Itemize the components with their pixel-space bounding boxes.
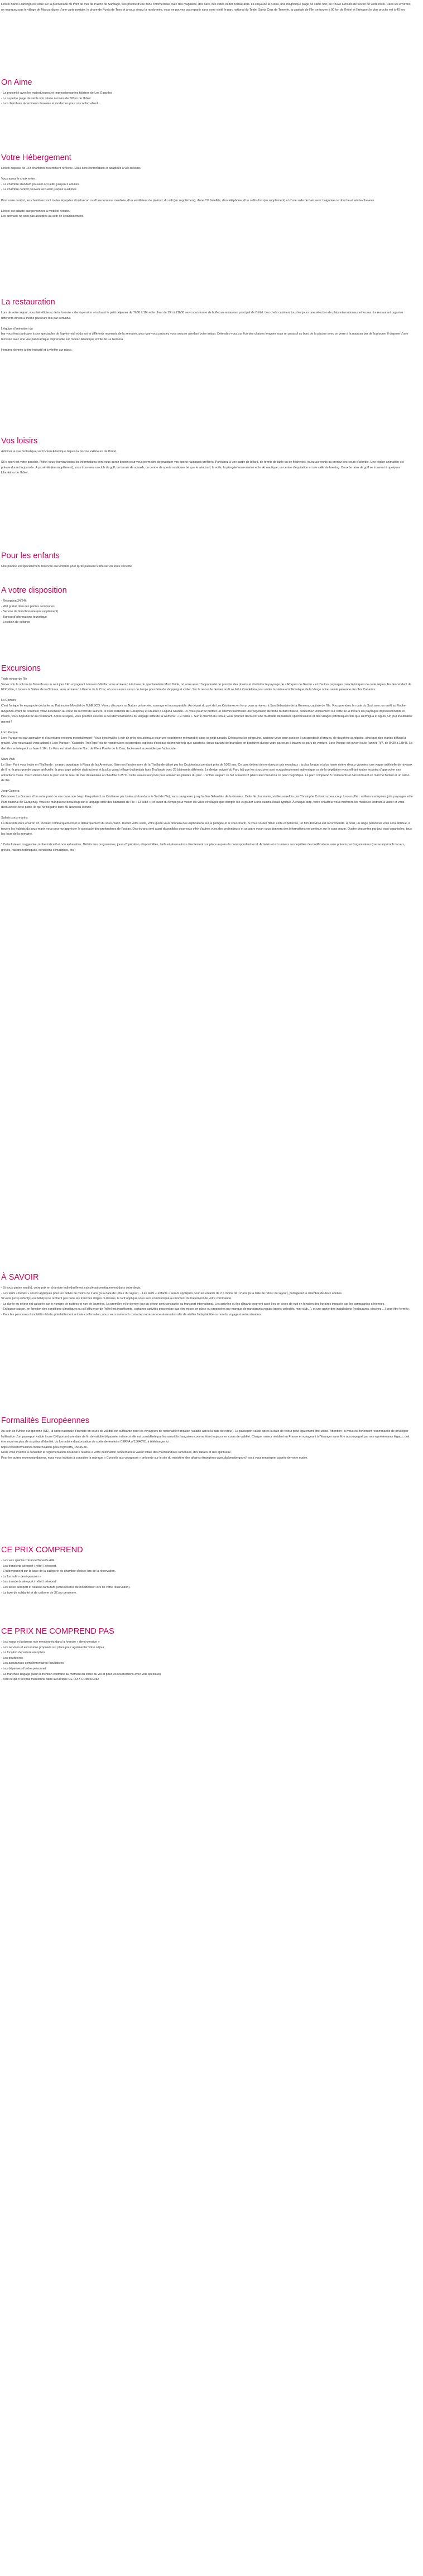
excursion-text: Loro Parque est par animalier et d'aventures reconnu mondialement ! Vous êtes invités à voir de près des animaux pour une expérience mémorable dans ce petit paradis. Découvrez les pingouins, assistez-vous pour assister à un spectacle d'orques, de dauphins acrobates, ainsi que des otaries défiant la gravité. Une nouveauté vous attend à Loro Parque : "Katandra TreeTops" où de nombreuses et superbes espèces d'oiseaux du monde tels que cacatoès, émus sautant de branches en branches durant votre parcours à travers ce parc de verdure. Loro Parque est ouvert toute l'année 7j/7, de 8h30 à 18h45. La dernière entrée peut se faire à 16h. Le Parc est situé dans le Nord de l'île à Puerto de la Cruz, facilement accessible par l'autoroute. bbox=[1, 736, 413, 750]
excursion-text: La descente dure environ 1h, incluant l'embarquement et le débarquement du sous-marin. Durant votre visite, votre guide vous donnera des explications sur la plongée et le sous-marin. Si vous voulez filmer cette expérience, un film 400 ASA est recommandé. À bord, un siège personnel vous sera attribué, à travers les hublots du sous-marin vous pourrez apprécier le spectacle des profondeurs de l'océan. Des écrans sont aussi disponibles pour vous offrir d'autres vues des profondeurs et un autre écran vous donnera des informations en continue sur le sous-marin. Quatre descentes par jour sont organisées, tous les jours de la semaine. bbox=[1, 822, 412, 836]
excursions-title: Excursions bbox=[1, 664, 41, 673]
excursion-name: Teide et tour de l'île bbox=[1, 677, 27, 681]
list-item: - La proximité avec les majestueuses et impressionnantes falaises de Los Gigantes bbox=[1, 91, 112, 95]
excursions-section bbox=[1, 664, 413, 854]
ne-comprend-title: CE PRIX NE COMPREND PAS bbox=[1, 1627, 114, 1636]
on-aime-list bbox=[1, 91, 413, 107]
list-item: - Les assurances complémentaires facultatives bbox=[1, 1662, 64, 1665]
intro-text: L'hôtel Bahia Flamingo est situé sur la promenade du front de mer de Puerto de Santiago, très proche d'une zone commerciale avec des magasins, des bars, des cafés et des restaurants. La Playa de la Arena, une magnifique plage de sable noir, se trouve à moins de 500 m de votre hôtel. Dans les environs, ne manquez pas le village de Masca, digne d'une carte postale, le phare de Punta de Teno et à vous aimez la randonnée, vous ne pouvez pas repartir sans avoir visité le parc national du Teide. Santa Cruz de Tenerife, la capitale de l'île, se trouve à 90 km de l'hôtel et l'aéroport le plus proche est à 40 km. bbox=[1, 3, 412, 12]
list-item: - La franchise bagage (sauf si mention contraire au moment du choix du vol et pour les réservations avec vols spéciaux) bbox=[1, 1672, 161, 1676]
excursion-text: Venez voir le volcan de Tenerife en un seul jour ! En voyageant à travers Vilaflor, vous arriverez à la base du spectaculaire Mont Teide, où vous aurez l'opportunité de prendre des photos et d'admirer le paysage de « Roques de García » et d'autres paysages caractéristiques de cette région. En descendant de El Portillo, à travers la Vallée de la Orotava, vous arriverez à Puerto de la Cruz, où vous aurez assez de temps pour faire du shopping et visiter. Sur le retour, le dernier arrêt se fait à Candelaria pour visiter la statue emblématique de la Vierge noire, sainte patronne des îles Canaries. bbox=[1, 682, 412, 692]
list-item: - Les taxes aéroport et hausse carburant (sous réserve de modification lors de votre réservation). bbox=[1, 1585, 131, 1589]
comprend-list bbox=[1, 1558, 413, 1596]
comprend-section bbox=[1, 1546, 413, 1596]
list-item: - Wifi gratuit dans les parties communes bbox=[1, 604, 55, 608]
ne-comprend-section bbox=[1, 1627, 413, 1683]
list-item: - Les chambres récemment rénovées et modernes pour un confort absolu bbox=[1, 102, 99, 106]
list-item: - Les dépenses d'ordre personnel bbox=[1, 1667, 46, 1670]
list-item: - La durée du séjour est calculée sur le nombre de nuitées et non de journées. La première et le dernier jour du séjour sont consacrés au transport international. Les arrivées ou les départs pourront avoir lieu en cours de nuit en fonction des horaires imposés par les compagnies aériennes. bbox=[1, 1302, 385, 1306]
list-item: - La location de voiture en option bbox=[1, 1651, 45, 1655]
excursion-name: Jeep Gomera bbox=[1, 790, 20, 793]
hebergement-p3: Pour votre confort, les chambres sont toutes équipées d'un balcon ou d'une terrasse meublée, d'un ventilateur de plafond, du wifi (en supplément), d'une TV Satellite, d'un téléphone, d'un coffre-fort (en supplément) et d'une salle de bain avec baignoire ou douche et sèche-cheveux. bbox=[1, 198, 375, 202]
list-item: - Réception 24/24h bbox=[1, 599, 27, 603]
ne-comprend-list bbox=[1, 1640, 413, 1683]
hebergement-section bbox=[1, 153, 413, 220]
excursions-note: * Cette liste est suggestive, à titre indicatif et non exhaustive. Détails des programmes, jours d'opération, disponibilités, tarifs et réservations directement sur place auprès du correspondant local. Activités et excursions susceptibles de modifications sans préavis par l'organisateur (cause impératifs locaux, grèves, raisons techniques, conditions climatiques, etc.) bbox=[1, 843, 405, 852]
formalites-p2: Nous vous invitons à consulter la réglementation douanière relative à votre destination concernant la valeur totale des marchandises ramenées, des tabacs et des spiritueux. bbox=[1, 1451, 232, 1455]
disposition-list bbox=[1, 599, 413, 626]
comprend-title: CE PRIX COMPREND bbox=[1, 1546, 83, 1555]
loisirs-title: Vos loisirs bbox=[1, 437, 38, 446]
restauration-section bbox=[1, 298, 413, 354]
list-item: - La superbe plage de sable noir située à moins de 500 m de l'hôtel bbox=[1, 96, 91, 100]
list-item: - La taxe de solidarité et de carbone de 3€ par personne. bbox=[1, 1591, 77, 1595]
hebergement-p2: Vous aurez le choix entre : - La chambre standard pouvant accueillir jusqu'à 2 adultes. - La chambre confort pouvant accueillir jusqu'à 3 adultes. bbox=[1, 177, 80, 192]
list-item: - Les transferts aéroport / hôtel / aéroport. bbox=[1, 1564, 57, 1568]
savoir-section bbox=[1, 1273, 413, 1318]
excursion-name: Loro Parque bbox=[1, 730, 18, 734]
hebergement-p1: L'hôtel dispose de 143 chambres récemment rénovée. Elles sont confortables et adaptées à vos besoins. bbox=[1, 167, 142, 170]
formalites-title: Formalités Européennes bbox=[1, 1416, 89, 1425]
on-aime-section bbox=[1, 78, 413, 107]
savoir-title: À SAVOIR bbox=[1, 1273, 39, 1282]
list-item: - La formule « demi-pension » bbox=[1, 1575, 41, 1578]
excursion-name: La Gomera bbox=[1, 699, 16, 703]
restauration-p1: Lors de votre séjour, vous bénéficierez de la formule « demi-pension » incluant le petit déjeuner de 7h30 à 10h et le dîner de 19h à 21h30 servi sous forme de buffet au restaurant principal de l'hôtel. Les chefs cuisinent tous les jours une sélection de plats internationaux et locaux. Le restaurant organise différents dîners à thème plusieurs fois par semaine. bbox=[1, 311, 403, 320]
savoir-list bbox=[1, 1286, 413, 1318]
enfants-section bbox=[1, 551, 413, 570]
cerfa-link[interactable]: https://www.formulaires.modernisation.gouv.fr/gf/cerfa_15646.do. bbox=[1, 1445, 88, 1449]
list-item: - Service de blanchisserie (en supplément) bbox=[1, 610, 59, 614]
excursion-text: Le Siam Park vous invite en Thaïlande : un parc aquatique à Playa de las Americas. Siam est l'ancien nom de la Thaïlande utilisé par les Occidentaux pendant près de 1000 ans. Ce parc détient de nombreuse prix mondiaux : la plus longue et plus haute rivière d'eaux vivantes, une vague artificielle de niveaux de 8 m, la plus grande vague artificielle, la plus large palette d'attractions et la plus grand village thaïlandais hors Thaïlande avec 25 bâtiments différents. Le design soigné du Parc fait que les structures sont scrupuleusement authentique ce de la végétation vous offrant toutes les joies d'approcher ces attractions d'eau. Ceux utilisés dans le parc est de l'eau de mer désalinisée et chauffée à 25°C. Cette eau est recyclée pour arroser les plantes du parc. L'entrée au parc se fait à travers 2 piliers leur menant à ce parc magnifique. Le parc comprend 5 restaurants et bars incluant un marché flottant et un salon de thé. bbox=[1, 763, 412, 783]
list-item: - En basse saison, en fonction des conditions climatiques ou si l'affluence de l'hôtel est insuffisante, certaines activités peuvent ne pas être mises en place ou proposées par manque de participants requis (sports collectifs, mini-club...), et une partie des installations (restaurants, piscines,...) peut être fermée. bbox=[1, 1308, 410, 1311]
enfants-title: Pour les enfants bbox=[1, 551, 60, 560]
list-item: - Location de voitures bbox=[1, 621, 30, 624]
list-item: - Les tarifs « bébés » seront appliqués pour les bébés de moins de 2 ans (à la date de retour du séjour). - Les tarifs « enfants » seront appliqués pour les enfants de 2 à moins de 12 ans (à la date de retour du séjour), partageant la chambre de deux adultes. bbox=[1, 1291, 343, 1295]
list-item: - Les transferts aéroport / hôtel / aéroport bbox=[1, 1580, 56, 1584]
formalites-section bbox=[1, 1416, 413, 1461]
loisirs-section bbox=[1, 437, 413, 476]
excursion-name: Safaris sous-marins bbox=[1, 816, 28, 820]
list-item: Si votre (vos) enfant(s) ou bébé(s) ne rentrent pas dans les tranches d'âges ci-dessus, le tarif appliqué vous sera communiqué au moment du traitement de votre commande. bbox=[1, 1297, 232, 1301]
on-aime-title: On Aime bbox=[1, 78, 32, 87]
restauration-title: La restauration bbox=[1, 298, 55, 307]
disposition-section bbox=[1, 586, 413, 626]
disposition-title: A votre disposition bbox=[1, 586, 67, 595]
list-item: - Les repas et boissons non mentionnés dans la formule « demi-pension » bbox=[1, 1640, 100, 1644]
formalites-p1: Au sein de l'Union européenne (UE), la carte nationale d'identité en cours de validité est suffisante pour les voyageurs de nationalité française (valable après la date de retour). Le passeport valide après la date de retour peut également être utilisé. Attention : si vous est fortement recommandé de privilégier l'utilisation d'un passeport valide à une CNI portant une date de fin de validité dépassée, même si elle est considérée par les autorités françaises comme étant toujours en cours de validité. Chaque mineur résidant en France et voyageant à l'étranger sans être accompagné par ses représentants légaux, doit être muni en plus de sa pièce d'identité, du formulaire d'autorisation de sortie de territoire CERFA n°15646*01 à télécharger ici : bbox=[1, 1430, 410, 1444]
restauration-p3: Horaires donnés à titre indicatif et à vérifier sur place. bbox=[1, 348, 73, 352]
restauration-p2: L'équipe d'animation du bar vous fera participer à ses spectacles de l'après-midi et du soir à différents moments de la semaine, pour que vous puissiez vous amuser pendant votre séjour. Détendez-vous sur l'un des chaises longues sous un parasol au bord de la piscine avec un verre à la main au bar de la piscine. Il dispose d'une terrasse avec une vue panoramique imprenable sur l'océan Atlantique et l'île de La Gomera. bbox=[1, 327, 408, 341]
list-item: - Tout ce qui n'est pas mentionné dans la rubrique CE PRIX COMPREND bbox=[1, 1678, 99, 1682]
intro-section bbox=[1, 2, 413, 13]
excursion-name: Siam Park bbox=[1, 757, 15, 761]
hebergement-title: Votre Hébergement bbox=[1, 153, 71, 162]
list-item: - Les pourboires bbox=[1, 1656, 23, 1660]
excursion-text: C'est l'unique île espagnole déclarée au Patrimoine Mondial de l'UNESCO. Venez découvrir sa Nature préservée, sauvage et incomparable. Au départ du port de Los Cristianos en ferry, vous arriverez à San Sebastián de la Gomera, capitale de l'île. Vous prendrez la route du Sud, avec un arrêt au Rocher d'Agando avant de continuer votre ascension au cœur de la forêt de lauriers, le Parc National de Garajonay et un arrêt à Laguna Grande. Ici, vous pourrez profiter un chemin traversant une végétation de frêne tardant intacte, concernez uniquement sur cette île. A travers les paysages impressionnants et intacts, vous déjeunerez au restaurant. Après le repas, vous pourrez assister à des démonstrations du langage sifflé de la Gomera : « El Silbo ». Sur le chemin du retour, vous pourrez découvrir une multitude de falaises spectaculaires et des villages pittoresques tels que Hermigua et Agulo. Un jour inoubliable garanti ! bbox=[1, 704, 412, 724]
loisirs-p1: Admirez la vue fantastique sur l'océan Atlantique depuis la piscine extérieure de l'hôtel. bbox=[1, 450, 117, 453]
list-item: - L'hébergement sur la base de la catégorie de chambre choisie lors de la réservation. bbox=[1, 1570, 116, 1573]
hebergement-p4: L'hôtel est adapté aux personnes à mobilité réduite. Les animaux ne sont pas acceptés au sein de l'établissement. bbox=[1, 209, 84, 219]
list-item: - Bureau d'informations touristique bbox=[1, 615, 47, 619]
list-item: - Les services et excursions proposés sur place pour agrémenter votre séjour bbox=[1, 1645, 104, 1649]
enfants-p1: Une piscine est spécialement réservée aux enfants pour qu'ils puissent s'amuser en toute sécurité. bbox=[1, 565, 133, 568]
list-item: - Les vols spéciaux France/Tenerife A/R. bbox=[1, 1559, 55, 1562]
loisirs-p2: Si le sport est votre passion, l'hôtel vous fournira toutes les informations dont vous aurez besoin pour vous permettre de pratiquer vos sports nautiques préférés. Participez à une partie de billard, de tennis de table ou de fléchettes, jouez au tennis ou prenez des cours d'aérobic. Une légère animation est prévue durant la journée. À proximité (en supplément), vous trouverez un club de golf, un terrain de squash, un centre de sports nautiques tel que le windsurf, la voile, la plongée sous-marine et le ski nautique, un centre d'équitation et une salle de bowling. Deux terrains de golf se trouvent à quelques kilomètres de l'hôtel. bbox=[1, 461, 404, 475]
list-item: - Pour les personnes à mobilité réduite, préalablement à toute confirmation, nous vous invitons à contacter notre service réservation afin de vérifier l'adaptabilité ou non du voyage à votre situation. bbox=[1, 1313, 262, 1316]
formalites-p3: Pour les autres recommandations, nous vous invitons à consulter la rubrique « Conseils aux voyageurs » présente sur le site du ministère des affaires étrangères www.diplomatie.gouv.fr ou à vous renseigner auprès de votre mairie. bbox=[1, 1456, 308, 1460]
excursion-text: Découvrez La Gomera d'un autre point de vue dans une Jeep. En quittant Los Cristianos par bateau (situé dans le Sud de l'île), vous naviguerez jusqu'à San Sebastián de la Gomera. Cette île charmante, visitée autrefois par Christophe Colomb a beaucoup à vous offrir : collines escarpées, jolis paysages et le Parc national de Garajonay. Vous ne manquerez beaucoup sur le langage sifflé des habitants de l'île « El Silbo », et aurez du temps pour visiter les villes et villages que compte l'île et goûter à une cuisine locale typique. À chaque stop, votre chauffeur vous montrera les meilleurs endroits à visiter et vous découvrirez cette petite île qui fût négatrie terre du Nouveau Monde. bbox=[1, 795, 413, 810]
list-item: - Si vous partez seul(e), votre prix en chambre individuelle est calculé automatiquement dans votre devis. bbox=[1, 1286, 142, 1290]
